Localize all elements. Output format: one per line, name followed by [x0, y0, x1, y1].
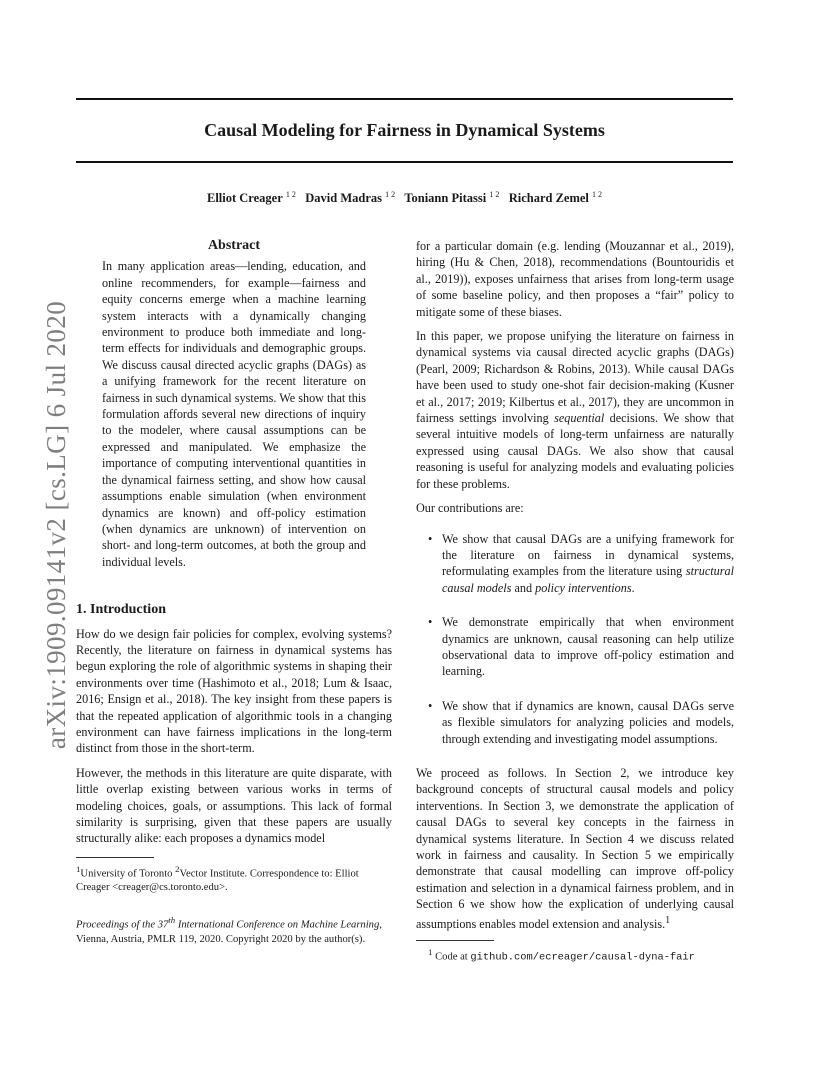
- intro-paragraph: However, the methods in this literature are quite disparate, with little overlap existing between various works in terms of modeling choices, goals, or assumptions. This lack of formal similarity is surprising, given that these papers are usually structurally alike: each proposes a dynamics model: [76, 765, 392, 846]
- intro-paragraph: How do we design fair policies for complex, evolving systems? Recently, the literature on fairness in dynamical systems has begun exploring the role of algorithmic systems in shaping their environments over time (Hashimoto et al., 2018; Lum & Isaac, 2016; Ensign et al., 2018). The key insight from these papers is that the repeated application of algorithmic tools in a changing environment can have fairness implications in the long-term distinct from those in the short-term.: [76, 626, 392, 756]
- author-name: Richard Zemel: [508, 191, 589, 206]
- list-item: • We show that if dynamics are known, causal DAGs serve as flexible simulators for analyzing policies and models, through extending and investigating model assumptions.: [442, 698, 734, 747]
- abstract-text: In many application areas—lending, education, and online recommenders, for example—fairness and equity concerns emerge when a machine learning system interacts with a dynamically changing environment to produce both immediate and long-term effects for individuals and demographic groups. We discuss causal directed acyclic graphs (DAGs) as a unifying framework for the recent literature on fairness in such dynamical systems. We show that this formulation affords several new directions of inquiry to the modeler, where causal assumptions can be expressed and manipulated. We emphasize the importance of computing interventional quantities in the dynamical fairness setting, and show how causal assumptions enable simulation (when environment dynamics are known) and off-policy estimation (when dynamics are unknown) of intervention on short- and long-term outcomes, at both the group and individual levels.: [102, 259, 366, 569]
- section-heading-introduction: 1. Introduction: [76, 602, 166, 618]
- left-column: [76, 238, 392, 951]
- arxiv-side-label: arXiv:1909.09141v2 [cs.LG] 6 Jul 2020: [41, 300, 71, 750]
- author-affiliation: 1 2: [285, 190, 296, 199]
- list-item: • We demonstrate empirically that when environment dynamics are unknown, causal reasoning can help utilize observational data to improve off-policy estimation and learning.: [442, 614, 734, 680]
- footnote-marker: 1: [665, 914, 671, 926]
- abstract-heading: Abstract: [207, 238, 261, 253]
- body-paragraph: In this paper, we propose unifying the literature on fairness in dynamical systems via causal directed acyclic graphs (DAGs) (Pearl, 2009; Richardson & Robins, 2013). While causal DAGs have been used to study one-shot fair decision-making (Kusner et al., 2017; 2019; Kilbertus et al., 2017), they are uncommon in fairness settings involving sequential decisions. We show that several intuitive models of long-term unfairness are naturally expressed using causal DAGs. We also show that causal reasoning is useful for analyzing models and evaluating policies for these problems.: [416, 329, 734, 491]
- author-name: Toniann Pitassi: [404, 191, 487, 206]
- author-affiliation: 1 2: [489, 190, 500, 199]
- paper-title: Causal Modeling for Fairness in Dynamical Systems: [204, 120, 605, 140]
- list-item: • We show that causal DAGs are a unifying framework for the literature on fairness in dynamical systems, reformulating examples from the literature using structural causal models and policy interventions.: [442, 531, 734, 597]
- author-name: Elliot Creager: [206, 191, 283, 206]
- body-paragraph: for a particular domain (e.g. lending (Mouzannar et al., 2019), hiring (Hu & Chen, 2018), recommendations (Bountouridis et al., 2019)), exposes unfairness that arises from long-term usage of some baseline policy, and then proposes a “fair” policy to mitigate some of these biases.: [416, 239, 734, 319]
- title-bottom-rule: [76, 161, 733, 163]
- code-footnote: $^1$ Code at github.com/ecreager/causal-dyna-fair: [428, 947, 695, 964]
- body-paragraph: We proceed as follows. In Section 2, we introduce key background concepts of structural causal models and policy interventions. In Section 3, we demonstrate the application of causal DAGs to several key concepts in the fairness in dynamical systems literature. In Section 4 we discuss related work in fairness and causality. In Section 5 we empirically demonstrate that causal modelling can improve off-policy estimation and selection in a dynamical fairness problem, and in Section 6 we show how the explication of underlying causal assumptions enables model extension and analysis.$^1$: [416, 765, 734, 931]
- contributions-list: [416, 531, 734, 747]
- contributions-lead: Our contributions are:: [416, 501, 524, 516]
- proceedings-note: Proceedings of the 37th International Conference on Machine Learning, Vienna, Austria, PMLR 119, 2020. Copyright 2020 by the author(s).: [76, 915, 382, 945]
- author-list: [76, 190, 733, 206]
- top-rule: [76, 98, 733, 100]
- author-affiliation: 1 2: [592, 190, 603, 199]
- footnote-rule: [76, 857, 154, 858]
- affiliation-footnote: $^1$University of Toronto $^2$Vector Institute. Correspondence to: Elliot Creager <creager@cs.toronto.edu>.: [76, 863, 359, 894]
- author-name: David Madras: [305, 191, 383, 206]
- right-column: [416, 238, 734, 969]
- code-link[interactable]: github.com/ecreager/causal-dyna-fair: [470, 951, 695, 964]
- footnote-rule: [416, 940, 494, 941]
- author-affiliation: 1 2: [385, 190, 396, 199]
